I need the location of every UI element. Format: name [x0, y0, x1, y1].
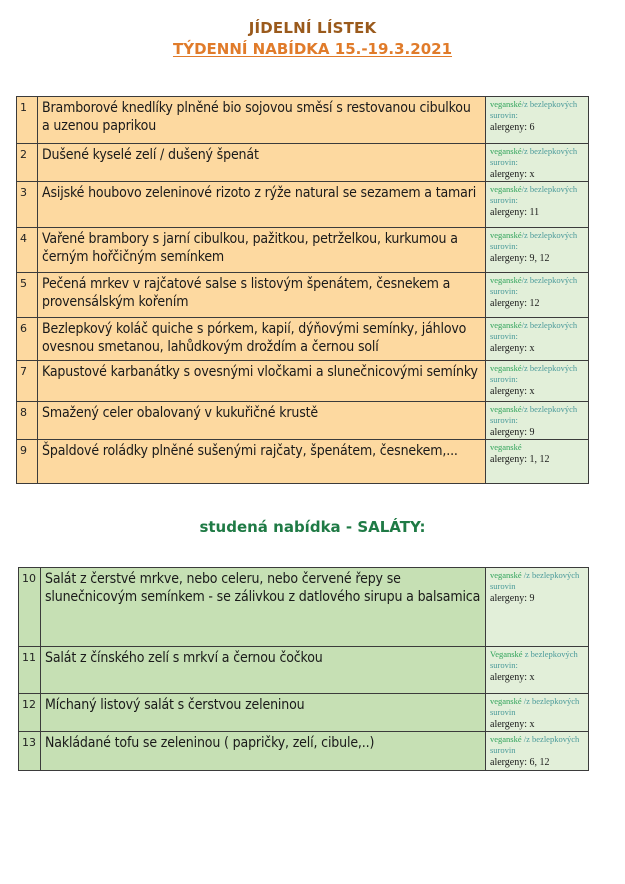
table-row [19, 732, 589, 771]
item-number: 4 [17, 228, 38, 273]
dish-name: Nakládané tofu se zeleninou ( papričky, zelí, cibule,..) [41, 732, 486, 771]
allergens: alergeny: x [490, 169, 535, 180]
table-row [17, 97, 589, 144]
item-number: 7 [17, 361, 38, 402]
dish-info [486, 273, 589, 318]
item-number: 1 [17, 97, 38, 144]
vegan-label: veganské [490, 230, 522, 240]
item-number: 8 [17, 402, 38, 440]
allergens: alergeny: 11 [490, 207, 540, 218]
gluten-free-label: /z bezlepkových surovin: [490, 184, 578, 205]
table-row [19, 647, 589, 694]
vegan-label: veganské [490, 404, 522, 414]
dish-name: Dušené kyselé zelí / dušený špenát [38, 144, 486, 182]
dish-info [486, 97, 589, 144]
dish-name: Salát z čínského zelí s mrkví a černou čočkou [41, 647, 486, 694]
weekly-offer-title: TÝDENNÍ NABÍDKA 15.-19.3.2021 [172, 40, 453, 58]
gluten-free-label: z bezlepkových surovin: [490, 649, 578, 670]
menu-title: JÍDELNÍ LÍSTEK [248, 19, 377, 37]
dish-info [486, 402, 589, 440]
gluten-free-label: /z bezlepkových surovin: [490, 363, 578, 384]
cold-menu-table [18, 567, 589, 771]
allergens: alergeny: 9, 12 [490, 253, 550, 264]
dish-name: Salát z čerstvé mrkve, nebo celeru, nebo červené řepy se slunečnicovým semínkem - se zálivkou z datlového sirupu a balsamica [41, 568, 486, 647]
allergens: alergeny: 1, 12 [490, 454, 550, 465]
vegan-label: veganské [490, 570, 524, 580]
table-row [17, 361, 589, 402]
dish-info [486, 361, 589, 402]
table-row [19, 694, 589, 732]
gluten-free-label: /z bezlepkových surovin [490, 570, 580, 591]
gluten-free-label: /z bezlepkových surovin: [490, 99, 578, 120]
gluten-free-label: /z bezlepkových surovin: [490, 146, 578, 167]
vegan-label: veganské [490, 275, 522, 285]
dish-info [486, 647, 589, 694]
allergens: alergeny: x [490, 343, 535, 354]
allergens: alergeny: 9 [490, 593, 535, 604]
gluten-free-label: /z bezlepkových surovin: [490, 320, 578, 341]
dish-name: Smažený celer obalovaný v kukuřičné krustě [38, 402, 486, 440]
table-row [17, 228, 589, 273]
table-row [17, 182, 589, 228]
item-number: 6 [17, 318, 38, 361]
dish-name: Bezlepkový koláč quiche s pórkem, kapií, dýňovými semínky, jáhlovo ovesnou smetanou, lahůdkovým droždím a černou solí [38, 318, 486, 361]
dish-info [486, 182, 589, 228]
vegan-label: veganské [490, 146, 522, 156]
item-number: 9 [17, 440, 38, 484]
allergens: alergeny: 9 [490, 427, 535, 438]
vegan-label: veganské [490, 184, 522, 194]
gluten-free-label: /z bezlepkových surovin [490, 696, 580, 717]
item-number: 10 [19, 568, 41, 647]
table-row [17, 402, 589, 440]
table-row [19, 568, 589, 647]
dish-name: Bramborové knedlíky plněné bio sojovou směsí s restovanou cibulkou a uzenou paprikou [38, 97, 486, 144]
table-row [17, 273, 589, 318]
allergens: alergeny: x [490, 672, 535, 683]
gluten-free-label: /z bezlepkových surovin: [490, 275, 578, 296]
vegan-label: veganské [490, 696, 524, 706]
allergens: alergeny: 6 [490, 122, 535, 133]
vegan-label: veganské [490, 363, 522, 373]
dish-name: Vařené brambory s jarní cibulkou, pažitkou, petrželkou, kurkumou a černým hořčičným semínkem [38, 228, 486, 273]
allergens: alergeny: x [490, 719, 535, 730]
vegan-label: veganské [490, 734, 524, 744]
dish-info [486, 440, 589, 484]
dish-info [486, 694, 589, 732]
dish-name: Míchaný listový salát s čerstvou zeleninou [41, 694, 486, 732]
gluten-free-label: /z bezlepkových surovin [490, 734, 580, 755]
table-row [17, 440, 589, 484]
dish-info [486, 732, 589, 771]
cold-menu-title: studená nabídka - SALÁTY: [199, 518, 426, 536]
allergens: alergeny: 6, 12 [490, 757, 550, 768]
allergens: alergeny: 12 [490, 298, 540, 309]
table-row [17, 318, 589, 361]
vegan-label: veganské [490, 442, 522, 452]
item-number: 11 [19, 647, 41, 694]
vegan-label: veganské [490, 99, 522, 109]
dish-info [486, 228, 589, 273]
item-number: 5 [17, 273, 38, 318]
item-number: 2 [17, 144, 38, 182]
vegan-label: veganské [490, 320, 522, 330]
vegan-label: Veganské [490, 649, 525, 659]
table-row [17, 144, 589, 182]
item-number: 13 [19, 732, 41, 771]
dish-name: Pečená mrkev v rajčatové salse s listovým špenátem, česnekem a provensálským kořením [38, 273, 486, 318]
dish-name: Asijské houbovo zeleninové rizoto z rýže natural se sezamem a tamari [38, 182, 486, 228]
gluten-free-label: /z bezlepkových surovin: [490, 230, 578, 251]
dish-name: Špaldové roládky plněné sušenými rajčaty, špenátem, česnekem,... [38, 440, 486, 484]
hot-menu-table [16, 96, 589, 484]
dish-info [486, 144, 589, 182]
dish-info [486, 318, 589, 361]
allergens: alergeny: x [490, 386, 535, 397]
gluten-free-label: /z bezlepkových surovin: [490, 404, 578, 425]
dish-name: Kapustové karbanátky s ovesnými vločkami a slunečnicovými semínky [38, 361, 486, 402]
dish-info [486, 568, 589, 647]
item-number: 12 [19, 694, 41, 732]
item-number: 3 [17, 182, 38, 228]
